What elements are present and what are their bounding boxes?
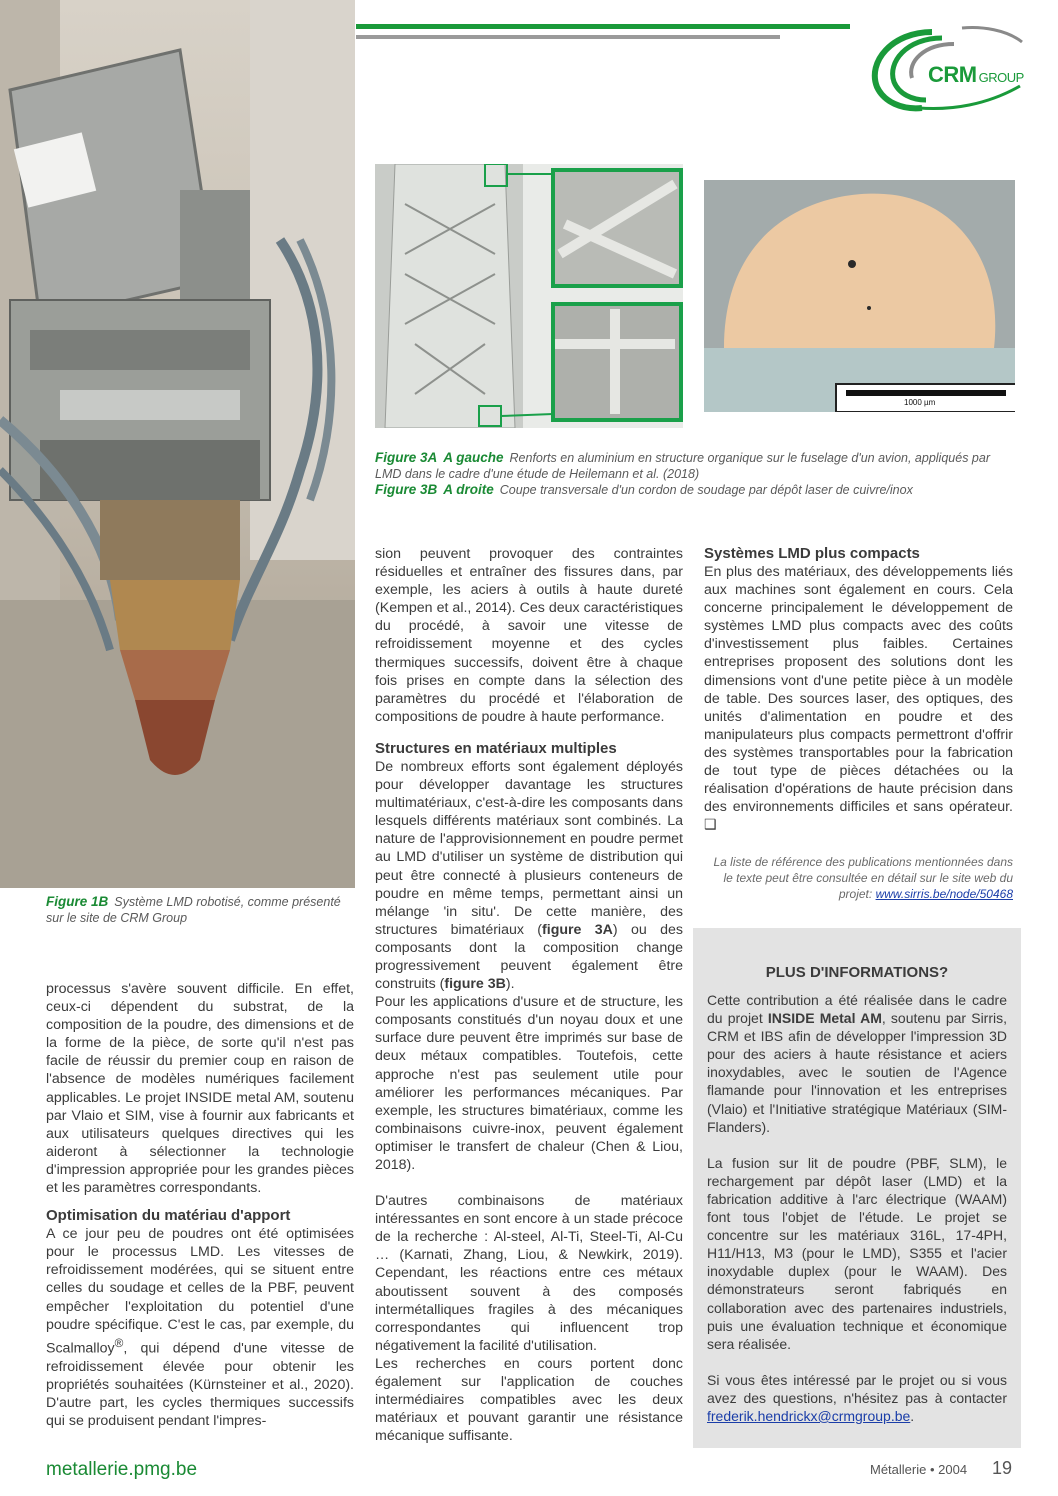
scale-bar-label: 1000 µm: [904, 398, 936, 407]
figure-3a-label: Figure 3A: [375, 450, 438, 465]
col2-paragraph-4: D'autres combinaisons de matériaux intéressantes en sont encore à un stade précoce de la recherche : Al-steel, Al-Ti, Steel-Ti, Al-Cu … (Karnati, Zhang, Liou, & Newkirk, 2019). Cependant, les réactions entre ces métaux aboutissent souvent à des composés intermétalliques fragiles à des mécaniques correspondantes qui influencent trop négativement la facilité d'utilisation.: [375, 1193, 683, 1354]
col2-heading: Structures en matériaux multiples: [375, 739, 617, 757]
figure-1b-caption: [46, 894, 352, 926]
crm-group-logo: [862, 22, 1026, 116]
figure-3b-side: A droite: [443, 482, 494, 497]
figure-1b-text: Système LMD robotisé, comme présenté sur le site de CRM Group: [46, 895, 341, 925]
column-2: [375, 545, 683, 1445]
aluminium-structure-illustration: [375, 164, 683, 428]
col3-p1-text: En plus des matériaux, des développements liés aux machines sont également en cours. Cela concerne principalement le développement de systèmes LMD plus compacts avec des coûts d'investissement plus faibles. Certaines entreprises proposent des solutions dont les dimensions vont d'une petite pièce à un modèle de table. Des sources laser, des optiques, des unités d'alimentation en poudre et des manipulateurs plus compacts permettront d'offrir des systèmes transportables pour la fabrication de tout type de pièces détachées ou la réalisation d'opérations de haute précision dans des environnements difficiles et sans opérateur.: [704, 564, 1013, 816]
lmd-robot-illustration: [0, 0, 355, 888]
column-1: [46, 980, 354, 1430]
weld-cross-section-illustration: [704, 180, 1015, 412]
figure-3a-image: [375, 164, 683, 428]
logo-group-text: GROUP: [978, 70, 1024, 85]
figure-3b-label: Figure 3B: [375, 482, 438, 497]
info-box: [693, 928, 1021, 1448]
info-p1c: , soutenu par Sirris, CRM et IBS afin de développer l'impression 3D pour des aciers à haute résistance et aciers inoxydables, avec le soutien de l'Agence flamande pour l'innovation et les entreprises (Vlaio) et l'Initiative stratégique Matériaux (SIM-Flanders).: [707, 1010, 1008, 1135]
col2-p2a: De nombreux efforts sont également déployés pour développer davantage les structures multimatériaux, c'est-à-dire les composants dans lesquels différents matériaux sont combinés. La nature de l'approvisionnement en poudre permet au LMD d'utiliser un système de distribution qui peut être connecté à plusieurs conteneurs de poudre en même temps, permettant ainsi un mélange 'in situ'. De cette manière, des structures bimatériaux (: [375, 758, 683, 938]
col2-paragraph-3: Pour les applications d'usure et de structure, les composants constitués d'un noyau doux et une surface dure peuvent être imprimés sur base de deux métaux compatibles. Toutefois, cette approche n'est pas seulement utile pour améliorer les performances mécaniques. Par exemple, les structures bimatériaux, comme les combinaisons cuivre-inox, peuvent également optimiser le transfert de chaleur (Chen & Liou, 2018).: [375, 994, 683, 1173]
footer-issue: Métallerie • 2004: [870, 1462, 968, 1477]
header-rule-gray: [356, 35, 780, 39]
info-box-paragraph-3: [707, 1371, 1007, 1425]
figure-3b-image: [704, 180, 1015, 412]
col2-paragraph-1: sion peuvent provoquer des contraintes résiduelles et entraîner des fissures dans, par exemple, les aciers à outils à haute dureté (Kempen et al., 2014). Ces deux caractéristiques du procédé, à savoir une vitesse de refroidissement moyenne et des cycles thermiques successifs, doivent être à chaque fois prises en compte dans la sélection des paramètres du procédé et l'élaboration de compositions de poudre à haute performance.: [375, 546, 683, 725]
col2-paragraph-5: Les recherches en cours portent donc également sur l'application de couches intermédiaires compatibles avec les deux matériaux et pouvant garantir une résistance mécanique suffisante.: [375, 1355, 683, 1445]
col2-figure-3b-ref: figure 3B: [444, 976, 506, 993]
col1-p2-end: , qui dépend d'une vitesse de refroidissement élevée pour obtenir les propriétés souhaitées (Kürnsteiner et al., 2020). D'autre part, les cycles thermiques successifs qui se produisent pendant l'impres-: [46, 1340, 354, 1429]
info-p3: Si vous êtes intéressé par le projet ou si vous avez des questions, n'hésitez pas à contacter: [707, 1371, 1007, 1406]
info-box-paragraph-2: La fusion sur lit de poudre (PBF, SLM), le rechargement par dépôt laser (LMD) et la fabrication additive à l'arc électrique (WAAM) font tous l'objet de l'étude. Le projet se concentre sur les matériaux 316L, 17-4PH, H11/H13, M3 (pour le LMD), S355 et l'acier inoxydable duplex (pour le WAAM). Des démonstrateurs seront fabriqués en collaboration avec des partenaires industriels, puis une évaluation technique et économique sera réalisée.: [707, 1154, 1007, 1352]
info-p1a: Cette contribution a été réalisée dans le cadre du projet: [707, 992, 1007, 1027]
footer-website: metallerie.pmg.be: [46, 1459, 198, 1480]
figure-3-caption: [375, 450, 1015, 498]
reference-text: La liste de référence des publications mentionnées dans le texte peut être consultée en détail sur le site web du projet:: [713, 855, 1013, 902]
reference-link[interactable]: www.sirris.be/node/50468: [875, 887, 1013, 902]
col1-p2-start: A ce jour peu de poudres ont été optimisées pour le processus LMD. Les vitesses de refroidissement modérées, qui se situent entre celles du soudage et celles de la PBF, peuvent empêcher l'exploitation du potentiel d'une poudre spécifique. C'est le cas, par exemple, du Scalmalloy: [46, 1226, 354, 1357]
figure-1b-label: Figure 1B: [46, 894, 109, 909]
figure-3a-text: Renforts en aluminium en structure organique sur le fuselage d'un avion, appliqués par LMD dans le cadre d'une étude de Heilemann et al. (2018): [375, 451, 990, 481]
contact-email-link[interactable]: frederik.hendrickx@crmgroup.be: [707, 1407, 911, 1424]
col2-paragraph-2: [375, 758, 683, 993]
col2-figure-3a-ref: figure 3A: [542, 921, 613, 938]
col2-p2c: ) ou des composants dont la composition change progressivement peuvent également être construits (: [375, 921, 683, 993]
col1-paragraph-2: [46, 1225, 354, 1430]
column-3: [704, 545, 1013, 902]
figure-3a-side: A gauche: [443, 450, 504, 465]
col1-heading: Optimisation du matériau d'apport: [46, 1207, 291, 1225]
info-box-paragraph-1: [707, 991, 1007, 1136]
figure-3b-text: Coupe transversale d'un cordon de soudage par dépôt laser de cuivre/inox: [499, 483, 913, 497]
col1-paragraph-1: processus s'avère souvent difficile. En effet, ceux-ci dépendent du substrat, de la composition de la poudre, des dimensions et de la forme de la pièce, de sorte qu'il n'est pas facile de réussir du premier coup en raison de l'absence de modèles numériques facilement applicables. Le projet INSIDE metal AM, soutenu par Vlaio et SIM, vise à fournir aux fabricants et aux utilisateurs quelques directives qui les aideront à sélectionner la technologie d'impression appropriée pour les grandes pièces et les paramètres correspondants.: [46, 981, 354, 1197]
page-number: 19: [992, 1458, 1013, 1478]
info-project-name: INSIDE Metal AM: [767, 1010, 882, 1027]
info-box-title: PLUS D'INFORMATIONS?: [765, 964, 949, 981]
figure-1b-photo: [0, 0, 355, 888]
logo-text: CRM: [928, 62, 977, 87]
col1-p2-sup: ®: [114, 1335, 124, 1350]
col2-p2d: ).: [505, 976, 515, 993]
col3-heading: Systèmes LMD plus compacts: [704, 545, 920, 562]
info-p3-end: .: [910, 1407, 915, 1424]
reference-note: [704, 854, 1013, 902]
end-mark-icon: ❑: [704, 817, 717, 834]
header-rule-green: [356, 24, 850, 29]
col3-paragraph-1: [704, 563, 1013, 834]
